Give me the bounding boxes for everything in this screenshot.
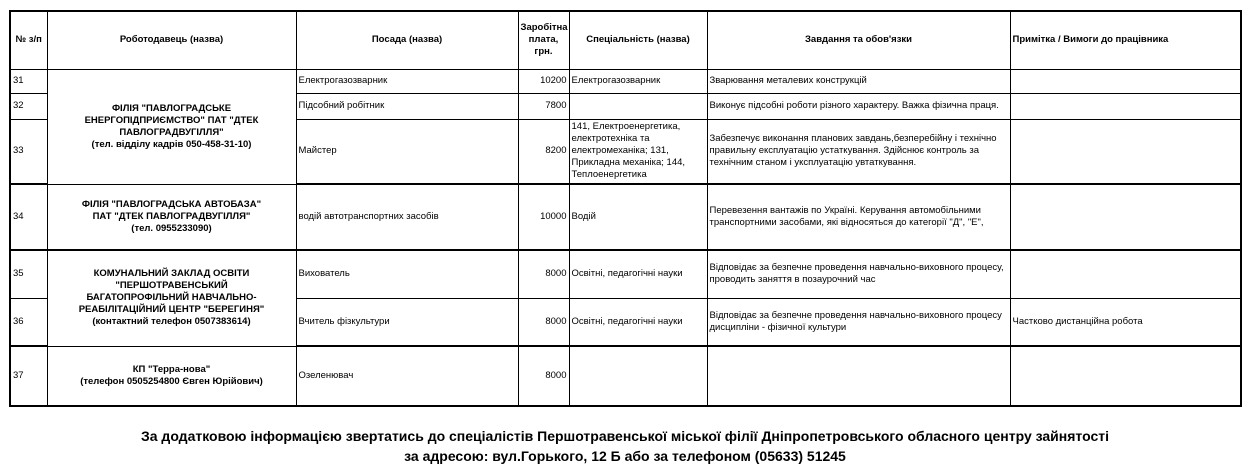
header-num: № з/п	[10, 11, 47, 69]
notes-cell	[1010, 250, 1241, 298]
salary-cell: 7800	[518, 93, 569, 119]
employer-line: КП "Терра-нова"	[132, 363, 211, 375]
employer-line: РЕАБІЛІТАЦІЙНИЙ ЦЕНТР "БЕРЕГИНЯ"	[78, 304, 265, 316]
salary-cell: 8000	[518, 250, 569, 298]
specialty-cell: 141, Електроенергетика, електротехніка та електромеханіка; 131, Прикладна механіка; 144, Теплоенергетика	[569, 119, 707, 184]
employer-cell	[47, 250, 296, 346]
salary-cell: 8000	[518, 298, 569, 346]
header-position: Посада (назва)	[296, 11, 518, 69]
vacancies-table	[9, 10, 1242, 407]
specialty-cell: Електрогазозварник	[569, 69, 707, 93]
position-cell: Вчитель фізкультури	[296, 298, 518, 346]
employer-line: БАГАТОПРОФІЛЬНИЙ НАВЧАЛЬНО-	[86, 292, 257, 304]
duties-cell	[707, 346, 1010, 406]
row-num: 35	[10, 250, 47, 298]
duties-cell: Відповідає за безпечне проведення навчально-виховного процесу дисципліни - фізичної культури	[707, 298, 1010, 346]
table-row	[10, 184, 1241, 250]
notes-cell	[1010, 93, 1241, 119]
employer-line: (тел. 0955233090)	[131, 222, 212, 234]
specialty-cell: Водій	[569, 184, 707, 250]
position-cell: Підсобний робітник	[296, 93, 518, 119]
employer-cell	[47, 184, 296, 250]
salary-cell: 10200	[518, 69, 569, 93]
duties-cell: Забезпечує виконання планових завдань,безперебійну і технічно правильну експлуатацію устаткування. Здійснює контроль за технічним станом і уксплуатацію увтаткування.	[707, 119, 1010, 184]
header-employer: Роботодавець (назва)	[47, 11, 296, 69]
salary-cell: 10000	[518, 184, 569, 250]
footer-line-1: За додатковою інформацією звертатись до спеціалістів Першотравенської міської філії Дніпропетровського обласного центру зайнятості	[140, 428, 1109, 444]
notes-cell	[1010, 119, 1241, 184]
duties-cell: Відповідає за безпечне проведення навчально-виховного процесу, проводить заняття в позаурочний час	[707, 250, 1010, 298]
notes-cell: Частково дистанційна робота	[1010, 298, 1241, 346]
employer-line: ФІЛІЯ "ПАВЛОГРАДСЬКЕ	[111, 102, 232, 114]
duties-cell: Перевезення вантажів по Україні. Керування автомобільними транспортними засобами, які відносяться до категорії "Д", "Е",	[707, 184, 1010, 250]
notes-cell	[1010, 69, 1241, 93]
position-cell: Електрогазозварник	[296, 69, 518, 93]
employer-line: (телефон 0505254800 Євген Юрійович)	[80, 375, 263, 387]
duties-cell: Виконує підсобні роботи різного характеру. Важка фізична праця.	[707, 93, 1010, 119]
salary-cell: 8200	[518, 119, 569, 184]
position-cell: Вихователь	[296, 250, 518, 298]
row-num: 31	[10, 69, 47, 93]
row-num: 32	[10, 93, 47, 119]
row-num: 36	[10, 298, 47, 346]
notes-cell	[1010, 184, 1241, 250]
specialty-cell: Освітні, педагогічні науки	[569, 298, 707, 346]
header-duties: Завдання та обов'язки	[707, 11, 1010, 69]
row-num: 37	[10, 346, 47, 406]
specialty-cell	[569, 346, 707, 406]
header-salary: Заробітна плата, грн.	[518, 11, 569, 69]
position-cell: Майстер	[296, 119, 518, 184]
employer-cell	[47, 346, 296, 406]
row-num: 33	[10, 119, 47, 184]
duties-cell: Зварювання металевих конструкцій	[707, 69, 1010, 93]
position-cell: водій автотранспортних засобів	[296, 184, 518, 250]
employer-line: "ПЕРШОТРАВЕНСЬКИЙ	[115, 280, 228, 292]
table-row	[10, 69, 1241, 93]
table-header-row	[10, 11, 1241, 69]
employer-line: (контактний телефон 0507383614)	[92, 316, 251, 328]
contact-footer	[0, 426, 1250, 466]
header-notes: Примітка / Вимоги до працівника	[1010, 11, 1241, 69]
employer-line: ЕНЕРГОПІДПРИЄМСТВО" ПАТ "ДТЕК	[84, 114, 259, 126]
footer-line-2: за адресою: вул.Горького, 12 Б або за телефоном (05633) 51245	[404, 448, 846, 464]
specialty-cell	[569, 93, 707, 119]
employer-line: ФІЛІЯ "ПАВЛОГРАДСЬКА АВТОБАЗА"	[81, 198, 262, 210]
employer-line: (тел. відділу кадрів 050-458-31-10)	[91, 138, 252, 150]
employer-cell	[47, 69, 296, 184]
row-num: 34	[10, 184, 47, 250]
employer-line: ПАТ "ДТЕК ПАВЛОГРАДВУГІЛЛЯ"	[92, 210, 251, 222]
salary-cell: 8000	[518, 346, 569, 406]
header-specialty: Спеціальність (назва)	[569, 11, 707, 69]
specialty-cell: Освітні, педагогічні науки	[569, 250, 707, 298]
notes-cell	[1010, 346, 1241, 406]
table-row	[10, 250, 1241, 298]
employer-line: КОМУНАЛЬНИЙ ЗАКЛАД ОСВІТИ	[93, 268, 250, 280]
position-cell: Озеленювач	[296, 346, 518, 406]
table-row	[10, 346, 1241, 406]
employer-line: ПАВЛОГРАДВУГІЛЛЯ"	[119, 126, 224, 138]
